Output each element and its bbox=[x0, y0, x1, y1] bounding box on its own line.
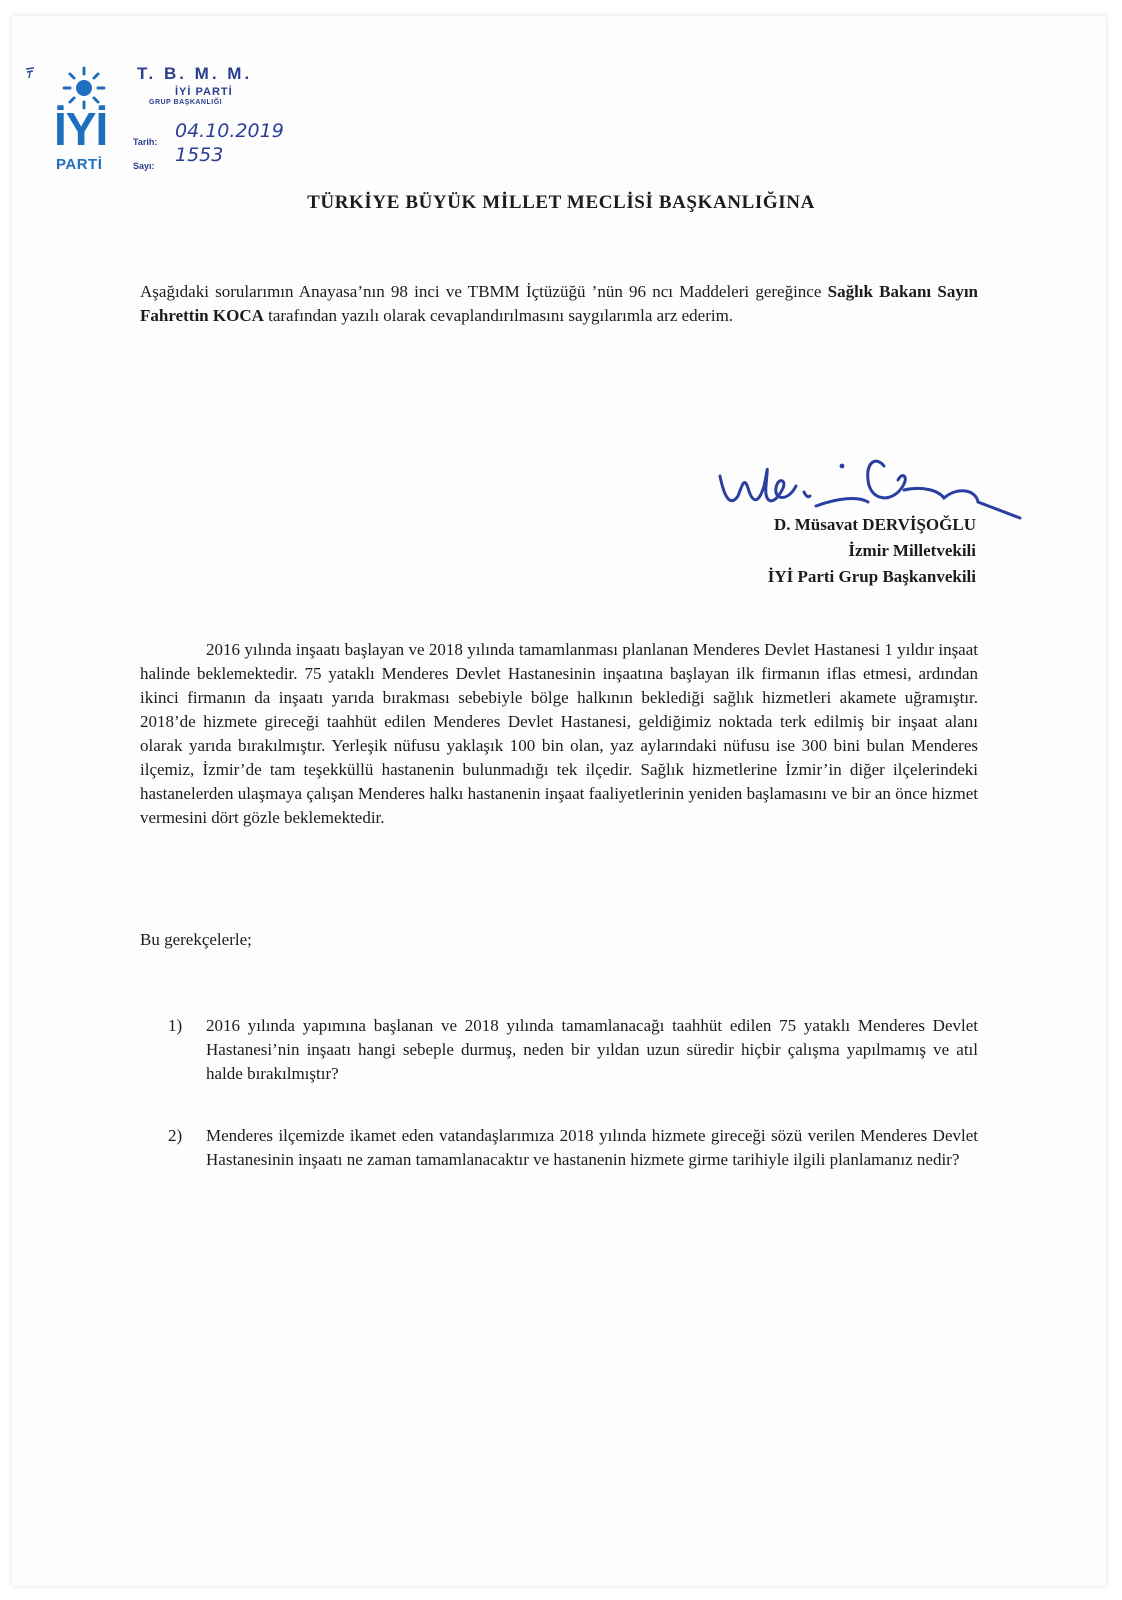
stamp-office: GRUP BAŞKANLIĞI bbox=[149, 99, 223, 106]
question-item bbox=[168, 1124, 978, 1172]
date-label: Tarih: bbox=[133, 137, 158, 147]
question-item bbox=[168, 1014, 978, 1086]
signature-block bbox=[768, 512, 976, 590]
intro-minister: Sağlık Bakanı Sayın Fahrettin KOCA bbox=[140, 282, 978, 325]
reasons-intro: Bu gerekçelerle; bbox=[140, 930, 252, 949]
logo-wordmark: İYİ bbox=[54, 103, 108, 155]
signatory-name: D. Müsavat DERVİŞOĞLU bbox=[773, 515, 976, 534]
intro-paragraph bbox=[140, 280, 978, 328]
justification-paragraph: 2016 yılında inşaatı başlayan ve 2018 yılında tamamlanması planlanan Menderes Devlet Hastanesi 1 yıldır inşaat halinde beklemektedir. 75 yataklı Menderes Devlet Hastanesinin inşaatına başlayan ilk firmanın iflas etmesi, ardından ikinci firmanın da inşaatı yarıda bırakması sebebiyle bölge halkının beklediği sağlık hizmetleri akamete uğramıştır. 2018’de hizmete gireceği taahhüt edilen Menderes Devlet Hastanesi, geldiğimiz noktada terk edilmiş bir inşaat alanı olarak yarıda bırakılmıştır. Yerleşik nüfusu yaklaşık 100 bin olan, yaz aylarındaki nüfusu ise 300 bini bulan Menderes ilçemiz, İzmir’de tam teşekküllü hastanenin bulunmadığı tek ilçedir. Sağlık hizmetlerine İzmir’in diğer ilçelerindeki hastanelerden ulaşmaya çalışan Menderes halkı hastanenin inşaat faaliyetlerinin yeniden başlamasını ve bir an önce hizmet vermesini dört gözle beklemektedir. bbox=[140, 640, 978, 827]
number-label: Sayı: bbox=[133, 161, 155, 171]
question-text: 2016 yılında yapımına başlanan ve 2018 yılında tamamlanacağı taahhüt edilen 75 yataklı Menderes Devlet Hastanesi’nin inşaatı hangi sebeple durmuş, neden bir yıldan uzun süredir hiçbir çalışma yapılmamış ve atıl halde bırakılmıştır? bbox=[206, 1016, 978, 1083]
party-logo bbox=[48, 64, 118, 179]
signatory-title: İYİ Parti Grup Başkanvekili bbox=[767, 567, 976, 586]
question-number: 1) bbox=[168, 1016, 183, 1035]
date-value: 04.10.2019 bbox=[175, 120, 284, 142]
stamp-party: İYİ PARTİ bbox=[175, 86, 233, 98]
intro-text-1: Aşağıdaki sorularımın Anayasa’nın 98 inci ve TBMM İçtüzüğü ’nün 96 ncı Maddeleri gereğince bbox=[140, 282, 828, 301]
registry-stamp bbox=[133, 64, 284, 184]
signatory-role: İzmir Milletvekili bbox=[848, 541, 976, 560]
corner-mark-icon bbox=[24, 66, 38, 80]
question-list-2 bbox=[168, 1124, 978, 1172]
question-number: 2) bbox=[168, 1126, 183, 1145]
question-list bbox=[168, 1014, 978, 1086]
document-title: TÜRKİYE BÜYÜK MİLLET MECLİSİ BAŞKANLIĞINA bbox=[307, 192, 815, 213]
intro-text-2: tarafından yazılı olarak cevaplandırılmasını saygılarımla arz ederim. bbox=[263, 306, 734, 325]
question-text: Menderes ilçemizde ikamet eden vatandaşlarımıza 2018 yılında hizmete gireceği sözü verilen Menderes Devlet Hastanesinin inşaatı ne zaman tamamlanacaktır ve hastanenin hizmete girme tarihiyle ilgili planlamanız nedir? bbox=[206, 1126, 978, 1169]
number-value: 1553 bbox=[175, 144, 224, 166]
stamp-title: T. B. M. M. bbox=[137, 64, 253, 83]
logo-subtext: PARTİ bbox=[56, 156, 103, 173]
